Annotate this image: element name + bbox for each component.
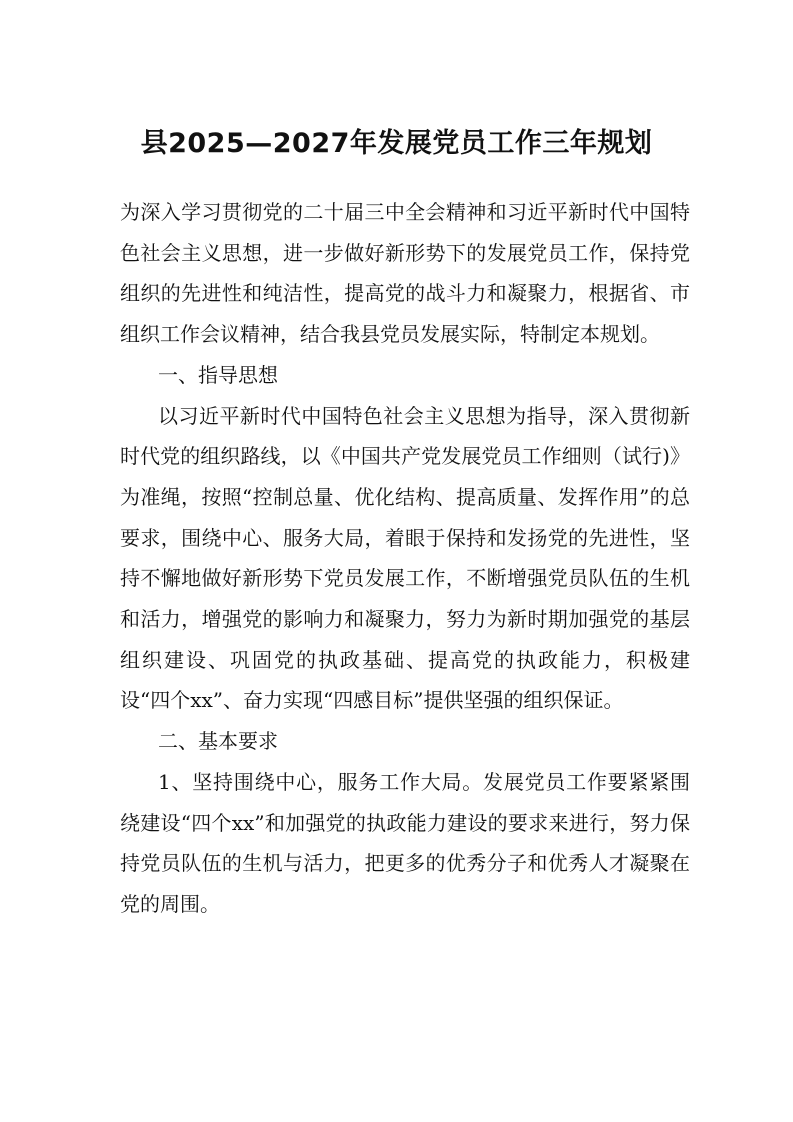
document-title: 县2025—2027年发展党员工作三年规划 <box>140 128 653 159</box>
section-heading-guiding-ideology: 一、指导思想 <box>158 362 278 387</box>
guiding-ideology-paragraph: 以习近平新时代中国特色社会主义思想为指导，深入贯彻新时代党的组织路线，以《中国共产党发展党员工作细则（试行)》为准绳，按照“控制总量、优化结构、提高质量、发挥作用”的总要求，围绕中心、服务大局，着眼于保持和发扬党的先进性，坚持不懈地做好新形势下党员发展工作，不断增强党员队伍的生机和活力，增强党的影响力和凝聚力，努力为新时期加强党的基层组织建设、巩固党的执政基础、提高党的执政能力，积极建设“四个xx”、奋力实现“四感目标”提供坚强的组织保证。 <box>120 403 690 713</box>
document-body <box>120 192 690 925</box>
requirement-item-1: 1、坚持围绕中心，服务工作大局。发展党员工作要紧紧围绕建设“四个xx”和加强党的执政能力建设的要求来进行，努力保持党员队伍的生机与活力，把更多的优秀分子和优秀人才凝聚在党的周围。 <box>120 769 690 916</box>
section-heading-basic-requirements: 二、基本要求 <box>158 729 278 754</box>
intro-paragraph: 为深入学习贯彻党的二十届三中全会精神和习近平新时代中国特色社会主义思想，进一步做好新形势下的发展党员工作，保持党组织的先进性和纯洁性，提高党的战斗力和凝聚力，根据省、市组织工作会议精神，结合我县党员发展实际，特制定本规划。 <box>120 200 690 347</box>
